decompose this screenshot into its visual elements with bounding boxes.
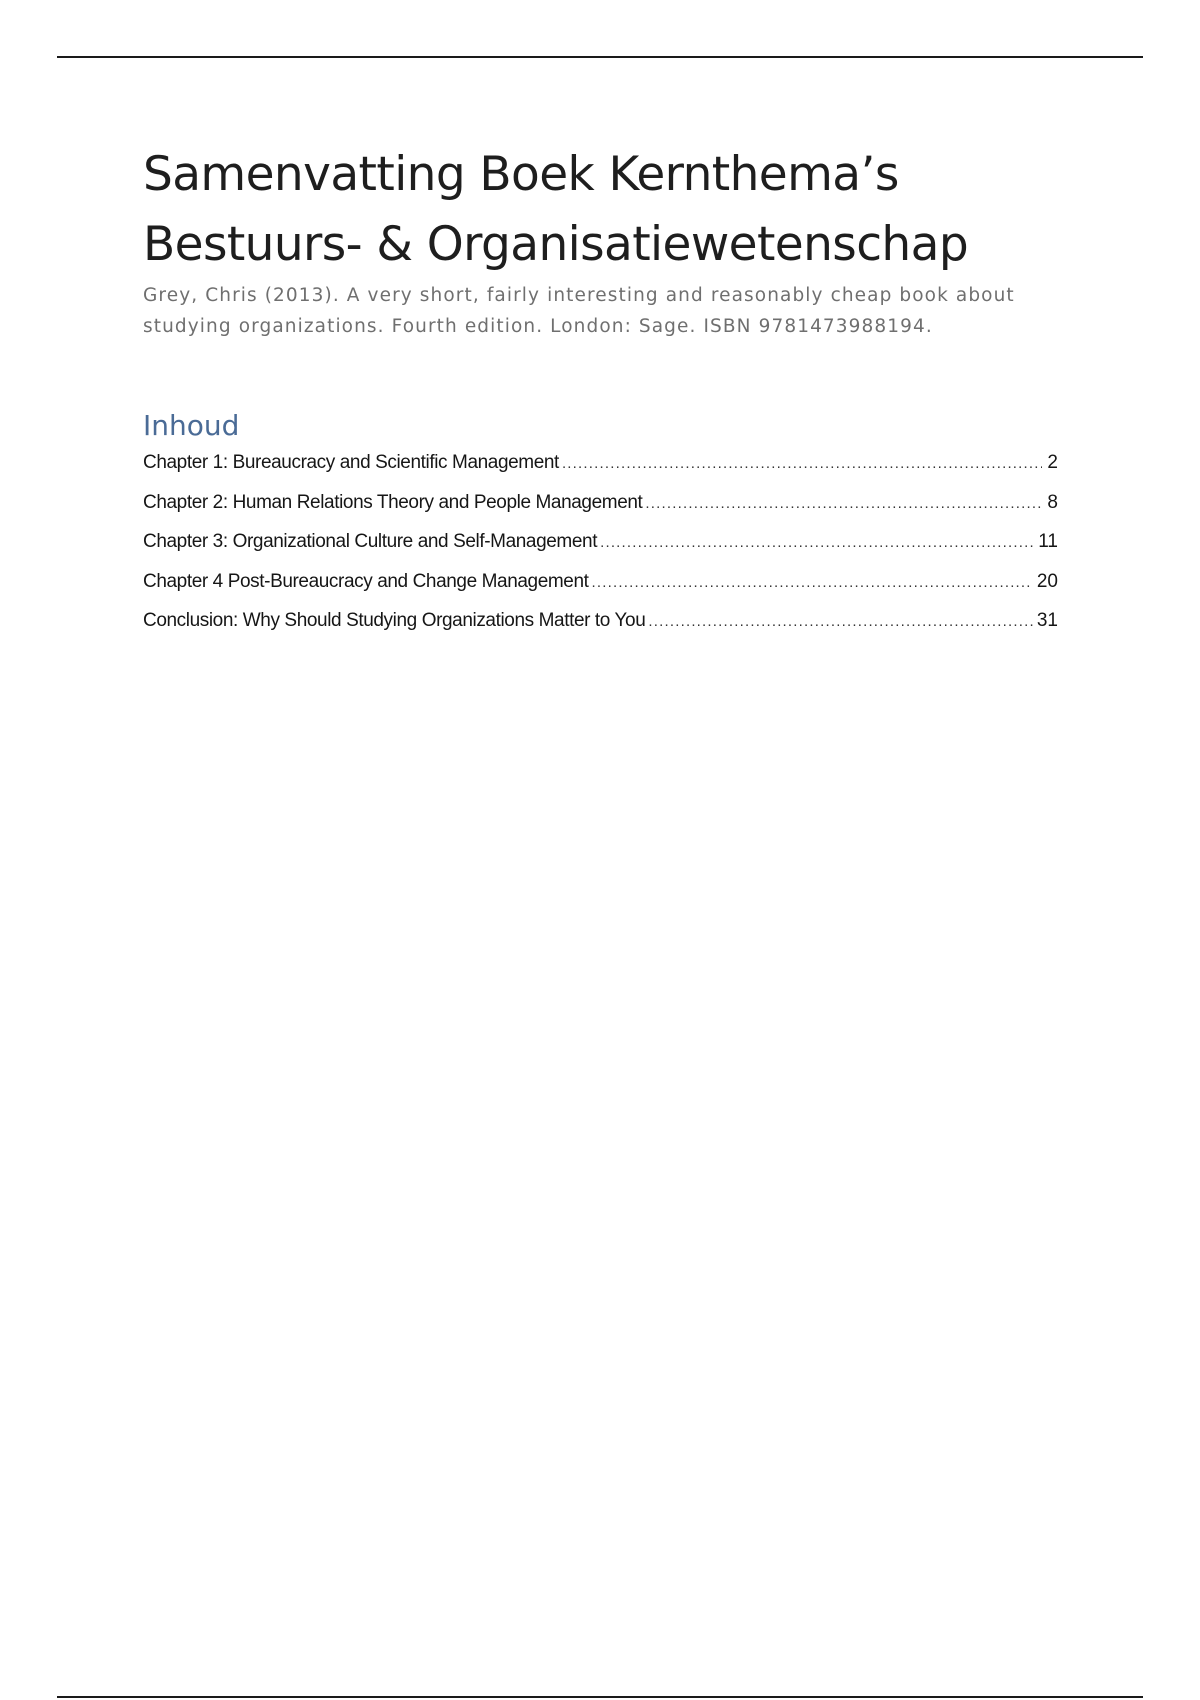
subtitle-line-1: Grey, Chris (2013). A very short, fairly interesting and reasonably cheap book about bbox=[143, 285, 1015, 306]
title-line-1: Samenvatting Boek Kernthema’s bbox=[143, 147, 899, 202]
toc-dot-leader bbox=[600, 526, 1034, 560]
toc-entry-title: Chapter 1: Bureaucracy and Scientific Management bbox=[143, 452, 559, 473]
document-title bbox=[143, 140, 1058, 280]
toc-item bbox=[143, 525, 1058, 565]
toc-entry-title: Chapter 4 Post-Bureaucracy and Change Management bbox=[143, 570, 589, 592]
toc-entry-conclusion[interactable] bbox=[143, 604, 1058, 644]
toc-entry-chapter-4[interactable] bbox=[143, 565, 1058, 605]
table-of-contents bbox=[143, 446, 1058, 644]
toc-entry-title: Chapter 3: Organizational Culture and Self-Management bbox=[143, 531, 598, 552]
toc-dot-leader bbox=[645, 487, 1042, 521]
toc-dot-leader bbox=[648, 605, 1032, 639]
document-subtitle bbox=[143, 280, 1058, 342]
toc-dot-leader bbox=[592, 566, 1033, 600]
toc-entry-title: Conclusion: Why Should Studying Organizations Matter to You bbox=[143, 610, 646, 631]
toc-dot-leader bbox=[562, 447, 1042, 481]
toc-entry-page: 20 bbox=[1036, 570, 1058, 592]
toc-entry-page: 11 bbox=[1038, 531, 1058, 552]
toc-item bbox=[143, 565, 1058, 605]
toc-item bbox=[143, 486, 1058, 526]
toc-entry-chapter-1[interactable] bbox=[143, 446, 1058, 486]
toc-entry-title: Chapter 2: Human Relations Theory and People Management bbox=[143, 491, 643, 513]
title-line-2: Bestuurs- & Organisatiewetenschap bbox=[143, 217, 969, 272]
toc-entry-page: 8 bbox=[1047, 491, 1058, 513]
toc-item bbox=[143, 604, 1058, 644]
toc-item bbox=[143, 446, 1058, 486]
toc-entry-chapter-2[interactable] bbox=[143, 486, 1058, 526]
toc-heading: Inhoud bbox=[143, 409, 240, 442]
toc-entry-page: 31 bbox=[1036, 610, 1058, 631]
footer-rule bbox=[57, 1696, 1143, 1698]
subtitle-line-2: studying organizations. Fourth edition. London: Sage. ISBN 9781473988194. bbox=[143, 316, 933, 337]
toc-entry-page: 2 bbox=[1047, 452, 1058, 473]
header-rule bbox=[57, 56, 1143, 58]
toc-entry-chapter-3[interactable] bbox=[143, 525, 1058, 565]
